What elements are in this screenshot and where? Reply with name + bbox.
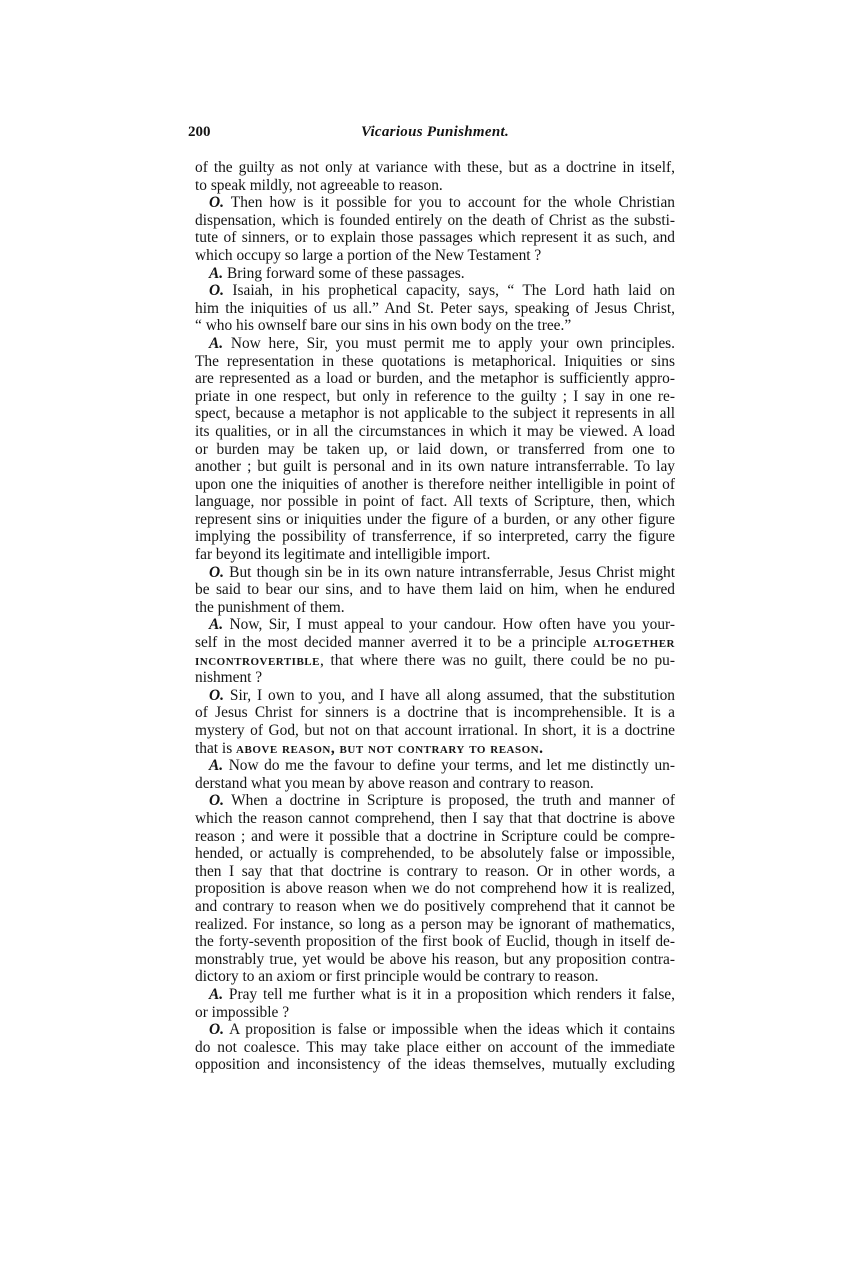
speaker-label: A. bbox=[209, 985, 224, 1003]
text-segment: represent sins or iniquities under the figure of a burden, or any other figure bbox=[195, 510, 675, 528]
text-line bbox=[195, 1039, 675, 1057]
text-segment: Sir, I own to you, and I have all along assumed, that the substitution bbox=[223, 686, 675, 704]
text-segment: Bring forward some of these passages. bbox=[223, 264, 465, 282]
speaker-label: O. bbox=[209, 194, 224, 212]
text-line bbox=[195, 951, 675, 969]
text-segment: that is bbox=[195, 739, 237, 757]
text-segment: ” And St. Peter says, speaking of Jesus Christ, bbox=[372, 299, 675, 317]
text-line bbox=[195, 194, 675, 212]
speaker-label: A. bbox=[209, 757, 224, 775]
text-segment: the forty-seventh proposition of the first book of Euclid, though in itself de- bbox=[195, 933, 675, 951]
text-segment: opposition and inconsistency of the ideas themselves, mutually excluding bbox=[195, 1056, 675, 1074]
text-segment: derstand what you mean by bbox=[195, 774, 369, 792]
text-line bbox=[195, 247, 675, 265]
text-segment: the punishment of them. bbox=[195, 598, 345, 616]
text-line bbox=[195, 493, 675, 511]
body-text bbox=[195, 159, 675, 1074]
text-segment: are represented as a load or burden, and the metaphor is sufficiently appro- bbox=[195, 370, 675, 388]
running-title: Vicarious Punishment. bbox=[360, 124, 510, 140]
text-segment: dispensation, bbox=[195, 211, 282, 229]
text-line bbox=[195, 810, 675, 828]
text-segment: But though sin be in its own nature intransferrable, Jesus Christ might bbox=[223, 563, 675, 581]
text-segment: to speak mildly, not agreeable to reason. bbox=[195, 176, 443, 194]
text-line bbox=[195, 581, 675, 599]
text-line bbox=[195, 916, 675, 934]
text-line bbox=[195, 177, 675, 195]
text-line bbox=[195, 740, 675, 758]
text-segment: its qualities, or in all the circumstances in which it may be viewed. A load bbox=[195, 422, 675, 440]
text-line bbox=[195, 704, 675, 722]
text-segment: incomprehensible. bbox=[513, 704, 627, 722]
text-segment: realized. For instance, so long as a person may be ignorant of mathematics, bbox=[195, 915, 675, 933]
text-line bbox=[195, 616, 675, 634]
page-number: 200 bbox=[188, 124, 211, 140]
text-line bbox=[195, 476, 675, 494]
text-line bbox=[195, 599, 675, 617]
text-line bbox=[195, 792, 675, 810]
text-segment: or burden may be taken up, or laid down, or transferred from one to bbox=[195, 440, 675, 458]
text-segment: The representation in these quotations is metaphorical. Iniquities or sins bbox=[195, 352, 675, 370]
text-segment: above reason bbox=[368, 774, 449, 792]
text-line bbox=[195, 405, 675, 423]
text-segment: incontrovertible bbox=[195, 651, 320, 669]
text-line bbox=[195, 546, 675, 564]
text-line bbox=[195, 528, 675, 546]
text-segment: which is founded entirely on the death of Christ as the substi- bbox=[281, 211, 675, 229]
text-segment: Now, Sir, I must appeal to your candour. How often have you your- bbox=[223, 616, 675, 634]
text-line bbox=[195, 933, 675, 951]
text-segment: upon one the iniquities of another is therefore neither bbox=[195, 475, 537, 493]
text-segment: It is a bbox=[626, 704, 675, 722]
text-segment: contrary to reason. bbox=[478, 774, 594, 792]
text-line bbox=[195, 229, 675, 247]
speaker-label: O. bbox=[209, 563, 224, 581]
speaker-label: O. bbox=[209, 282, 224, 300]
text-segment: The Lord hath laid on bbox=[522, 282, 675, 300]
text-segment: hended, or actually is comprehended, to be absolutely false or impossible, bbox=[195, 845, 675, 863]
text-segment: altogether bbox=[592, 634, 675, 652]
text-line bbox=[195, 652, 675, 670]
text-line bbox=[195, 317, 675, 335]
speaker-label: A. bbox=[209, 334, 224, 352]
text-line bbox=[195, 687, 675, 705]
text-line bbox=[195, 1056, 675, 1074]
text-segment: which the reason cannot comprehend, then I say that that doctrine is above bbox=[195, 809, 675, 827]
text-segment: self in the most decided manner averred it to be a principle bbox=[195, 634, 593, 652]
speaker-label: A. bbox=[209, 264, 224, 282]
text-segment: monstrably true, yet would be above his reason, but any proposition contra- bbox=[195, 950, 675, 968]
text-line bbox=[195, 863, 675, 881]
book-page bbox=[188, 124, 675, 1074]
text-segment: When a doctrine in Scripture is proposed, the truth and manner of bbox=[223, 792, 675, 810]
text-segment: , that where there was no guilt, there could be no pu- bbox=[319, 651, 675, 669]
text-line bbox=[195, 388, 675, 406]
text-segment: proposition is above reason when we do not comprehend how it is realized, bbox=[195, 880, 675, 898]
text-segment: and bbox=[448, 774, 479, 792]
speaker-label: O. bbox=[209, 1021, 224, 1039]
text-segment: of the guilty as not only at variance with these, but as a doctrine in itself, bbox=[195, 159, 675, 176]
text-segment: of Jesus Christ for sinners is a doctrine that is bbox=[195, 704, 514, 722]
text-segment: Pray tell me further what is it in a proposition which renders it false, bbox=[223, 985, 675, 1003]
text-line bbox=[195, 828, 675, 846]
text-line bbox=[195, 757, 675, 775]
text-line bbox=[195, 441, 675, 459]
text-segment: tute of sinners, bbox=[195, 229, 290, 247]
text-line bbox=[195, 898, 675, 916]
text-line bbox=[195, 564, 675, 582]
text-line bbox=[195, 335, 675, 353]
text-segment: to explain those passages which represent it as such, and bbox=[312, 229, 675, 247]
text-segment: dictory to an axiom or first principle would be contrary to reason. bbox=[195, 968, 599, 986]
text-segment: A proposition is false or impossible when the ideas which it contains bbox=[223, 1021, 675, 1039]
text-segment: or impossible ? bbox=[195, 1003, 290, 1021]
text-segment: “ bbox=[195, 317, 206, 335]
page-header bbox=[188, 124, 675, 146]
speaker-label: O. bbox=[209, 792, 224, 810]
text-segment: reason ; and were it possible that a doctrine in Scripture could be compre- bbox=[195, 827, 675, 845]
text-segment: implying the possibility of transferrence, if so interpreted, carry the figure bbox=[195, 528, 675, 546]
text-segment: intelligible in point of bbox=[536, 475, 675, 493]
text-segment: another ; but guilt is personal and in its own nature intransferrable. To lay bbox=[195, 458, 675, 476]
text-line bbox=[195, 880, 675, 898]
text-segment: who his ownself bare our sins in his own body on the tree. bbox=[205, 317, 565, 335]
text-segment: ” bbox=[564, 317, 572, 335]
text-segment: priate in one respect, but only in reference to the guilty ; I say in one re- bbox=[195, 387, 675, 405]
text-segment: be said to bear our sins, and to have them laid on him, when he endured bbox=[195, 581, 675, 599]
speaker-label: O. bbox=[209, 686, 224, 704]
text-segment: Now do me the favour to define your terms, and let me distinctly un- bbox=[223, 757, 675, 775]
text-segment: him the iniquities of us all. bbox=[195, 299, 373, 317]
text-segment: spect, because a metaphor is not applicable to the subject it represents in all bbox=[195, 405, 675, 423]
text-line bbox=[195, 722, 675, 740]
text-line bbox=[195, 669, 675, 687]
text-segment: then I say that that doctrine is contrary to reason. Or in other words, a bbox=[195, 862, 675, 880]
text-segment: do not coalesce. This may take place either on account of the immediate bbox=[195, 1038, 675, 1056]
text-line bbox=[195, 1021, 675, 1039]
text-line bbox=[195, 423, 675, 441]
text-line bbox=[195, 968, 675, 986]
text-segment: Isaiah, in his prophetical capacity, says, “ bbox=[223, 282, 523, 300]
text-segment: above reason, but not contrary to reason. bbox=[236, 739, 544, 757]
text-segment: and contrary to reason when we do positively comprehend that it cannot be bbox=[195, 897, 675, 915]
text-line bbox=[195, 159, 675, 177]
text-line bbox=[195, 845, 675, 863]
speaker-label: A. bbox=[209, 616, 224, 634]
text-line bbox=[195, 458, 675, 476]
text-segment: nishment ? bbox=[195, 669, 263, 687]
text-segment: or bbox=[289, 229, 313, 247]
text-line bbox=[195, 1004, 675, 1022]
text-segment: All texts of Scripture, then, which bbox=[447, 493, 675, 511]
text-line bbox=[195, 634, 675, 652]
text-segment: far beyond its legitimate and intelligible import. bbox=[195, 546, 491, 564]
text-line bbox=[195, 775, 675, 793]
text-segment: mystery of God, but not on that account irrational. In short, it is a doctrine bbox=[195, 722, 675, 739]
text-segment: language, nor possible in point of fact. bbox=[195, 493, 448, 511]
text-line bbox=[195, 511, 675, 529]
text-line bbox=[195, 986, 675, 1004]
text-line bbox=[195, 353, 675, 371]
text-segment: Then how is it possible for you to account for the whole Christian bbox=[223, 194, 675, 212]
text-segment: Now here, Sir, you must permit me to apply your own principles. bbox=[223, 334, 675, 352]
text-line bbox=[195, 300, 675, 318]
text-line bbox=[195, 212, 675, 230]
text-line bbox=[195, 282, 675, 300]
text-line bbox=[195, 265, 675, 283]
text-segment: which occupy so large a portion of the New Testament ? bbox=[195, 246, 542, 264]
text-line bbox=[195, 370, 675, 388]
